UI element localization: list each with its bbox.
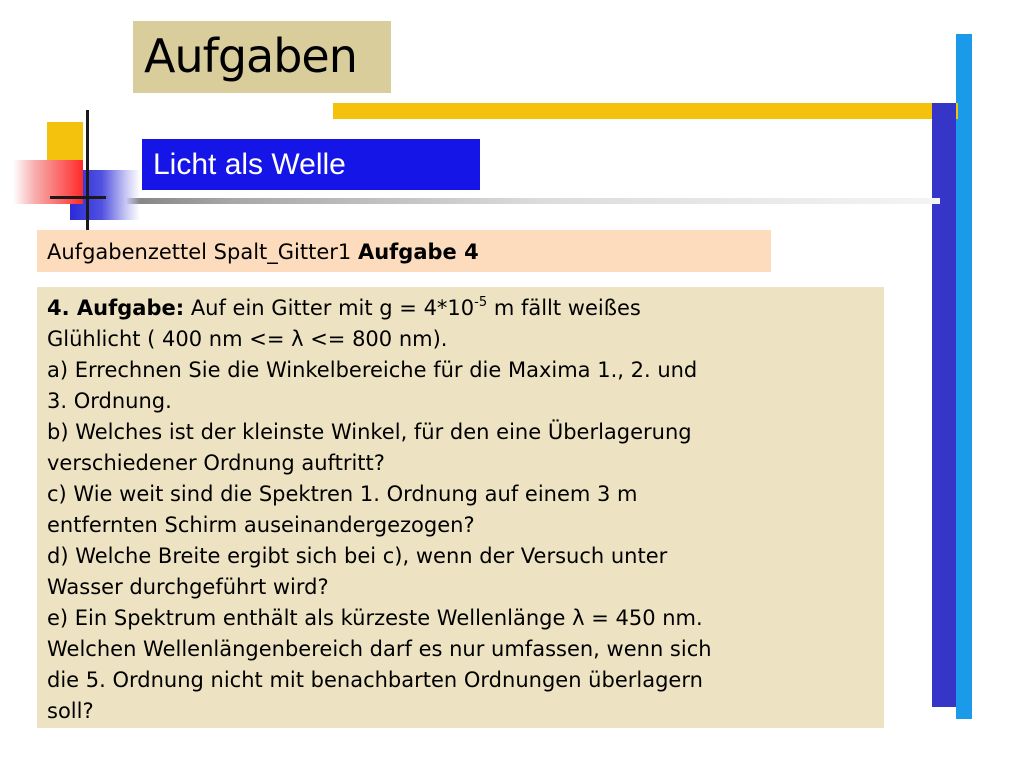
reference-prefix: Aufgabenzettel Spalt_Gitter1 — [47, 240, 352, 264]
task-line-10: Wasser durchgeführt wird? — [47, 575, 329, 599]
task-line-7: c) Wie weit sind die Spektren 1. Ordnung auf einem 3 m — [47, 482, 638, 506]
reference-text — [47, 238, 479, 266]
task-text — [47, 293, 877, 727]
task-line-6: verschiedener Ordnung auftritt? — [47, 451, 385, 475]
yellow-horizontal-bar — [333, 103, 958, 119]
task-line-13: die 5. Ordnung nicht mit benachbarten Ordnungen überlagern — [47, 668, 703, 692]
task-intro-b: m fällt weißes — [493, 296, 641, 320]
task-line-1 — [47, 293, 877, 324]
reference-task-label: Aufgabe 4 — [357, 240, 479, 264]
task-line-12: Welchen Wellenlängenbereich darf es nur umfassen, wenn sich — [47, 637, 712, 661]
task-line-14: soll? — [47, 699, 94, 723]
task-line-3: a) Errechnen Sie die Winkelbereiche für die Maxima 1., 2. und — [47, 358, 698, 382]
blue-vertical-bar — [932, 103, 956, 707]
gray-divider-line — [60, 198, 940, 204]
task-line-11: e) Ein Spektrum enthält als kürzeste Wellenlänge λ = 450 nm. — [47, 606, 703, 630]
task-line-9: d) Welche Breite ergibt sich bei c), wenn der Versuch unter — [47, 544, 668, 568]
task-exponent: -5 — [474, 295, 488, 310]
task-heading: 4. Aufgabe: — [47, 296, 185, 320]
task-line-4: 3. Ordnung. — [47, 389, 172, 413]
light-blue-vertical-bar — [956, 34, 972, 719]
task-line-2: Glühlicht ( 400 nm <= λ <= 800 nm). — [47, 327, 448, 351]
task-line-8: entfernten Schirm auseinandergezogen? — [47, 513, 475, 537]
corner-deco-horizontal-line — [50, 196, 106, 199]
task-intro-a: Auf ein Gitter mit g = 4*10 — [190, 296, 475, 320]
page-subtitle: Licht als Welle — [153, 148, 346, 181]
corner-deco-vertical-line — [86, 110, 89, 230]
task-line-5: b) Welches ist der kleinste Winkel, für den eine Überlagerung — [47, 420, 692, 444]
page-title: Aufgaben — [144, 29, 357, 83]
